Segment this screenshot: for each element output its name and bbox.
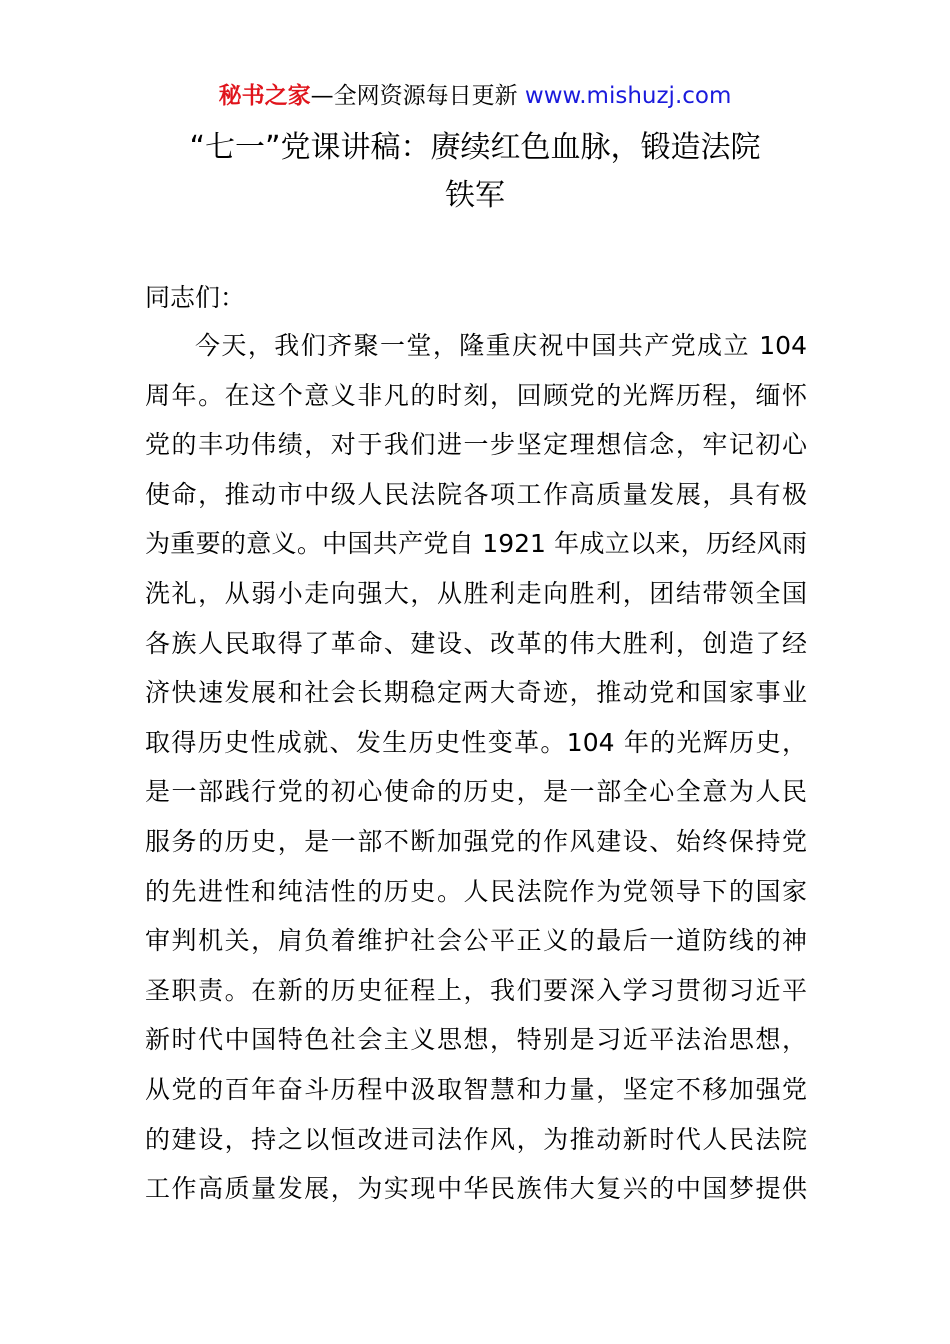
paragraph-line: 审判机关，肩负着维护社会公平正义的最后一道防线的神 [145, 926, 807, 956]
title-line-2: 铁军 [445, 178, 505, 213]
site-url-link[interactable]: www.mishuzj.com [524, 83, 732, 109]
site-tagline: —全网资源每日更新 [310, 83, 525, 109]
paragraph-line: 取得历史性成就、发生历史性变革。104 年的光辉历史， [145, 727, 807, 757]
paragraph-line: 使命，推动市中级人民法院各项工作高质量发展，具有极 [145, 479, 807, 509]
paragraph-line: 洗礼，从弱小走向强大，从胜利走向胜利，团结带领全国 [145, 578, 807, 608]
paragraph-line: 的先进性和纯洁性的历史。人民法院作为党领导下的国家 [145, 876, 807, 906]
paragraph-line: 的建设，持之以恒改进司法作风，为推动新时代人民法院 [145, 1124, 807, 1154]
paragraph-line: 服务的历史，是一部不断加强党的作风建设、始终保持党 [145, 826, 807, 856]
paragraph-line: 工作高质量发展，为实现中华民族伟大复兴的中国梦提供 [145, 1174, 807, 1204]
paragraph-line: 济快速发展和社会长期稳定两大奇迹，推动党和国家事业 [145, 678, 807, 708]
salutation: 同志们： [145, 283, 246, 312]
paragraph-line: 从党的百年奋斗历程中汲取智慧和力量，坚定不移加强党 [145, 1074, 807, 1104]
site-brand: 秘书之家 [218, 83, 311, 109]
body-paragraph [145, 326, 807, 1219]
paragraph-line: 各族人民取得了革命、建设、改革的伟大胜利，创造了经 [145, 628, 807, 658]
paragraph-line: 党的丰功伟绩，对于我们进一步坚定理想信念，牢记初心 [145, 430, 807, 460]
paragraph-line: 周年。在这个意义非凡的时刻，回顾党的光辉历程，缅怀 [145, 380, 807, 410]
paragraph-line: 是一部践行党的初心使命的历史，是一部全心全意为人民 [145, 777, 807, 807]
document-title [120, 124, 830, 220]
paragraph-line: 今天，我们齐聚一堂，隆重庆祝中国共产党成立 104 [195, 331, 807, 360]
paragraph-line: 新时代中国特色社会主义思想，特别是习近平法治思想， [145, 1025, 807, 1055]
title-line-1: “七一”党课讲稿：赓续红色血脉，锻造法院 [189, 130, 761, 165]
site-header [0, 80, 950, 112]
paragraph-line: 圣职责。在新的历史征程上，我们要深入学习贯彻习近平 [145, 975, 807, 1005]
paragraph-line: 为重要的意义。中国共产党自 1921 年成立以来，历经风雨 [145, 529, 807, 559]
